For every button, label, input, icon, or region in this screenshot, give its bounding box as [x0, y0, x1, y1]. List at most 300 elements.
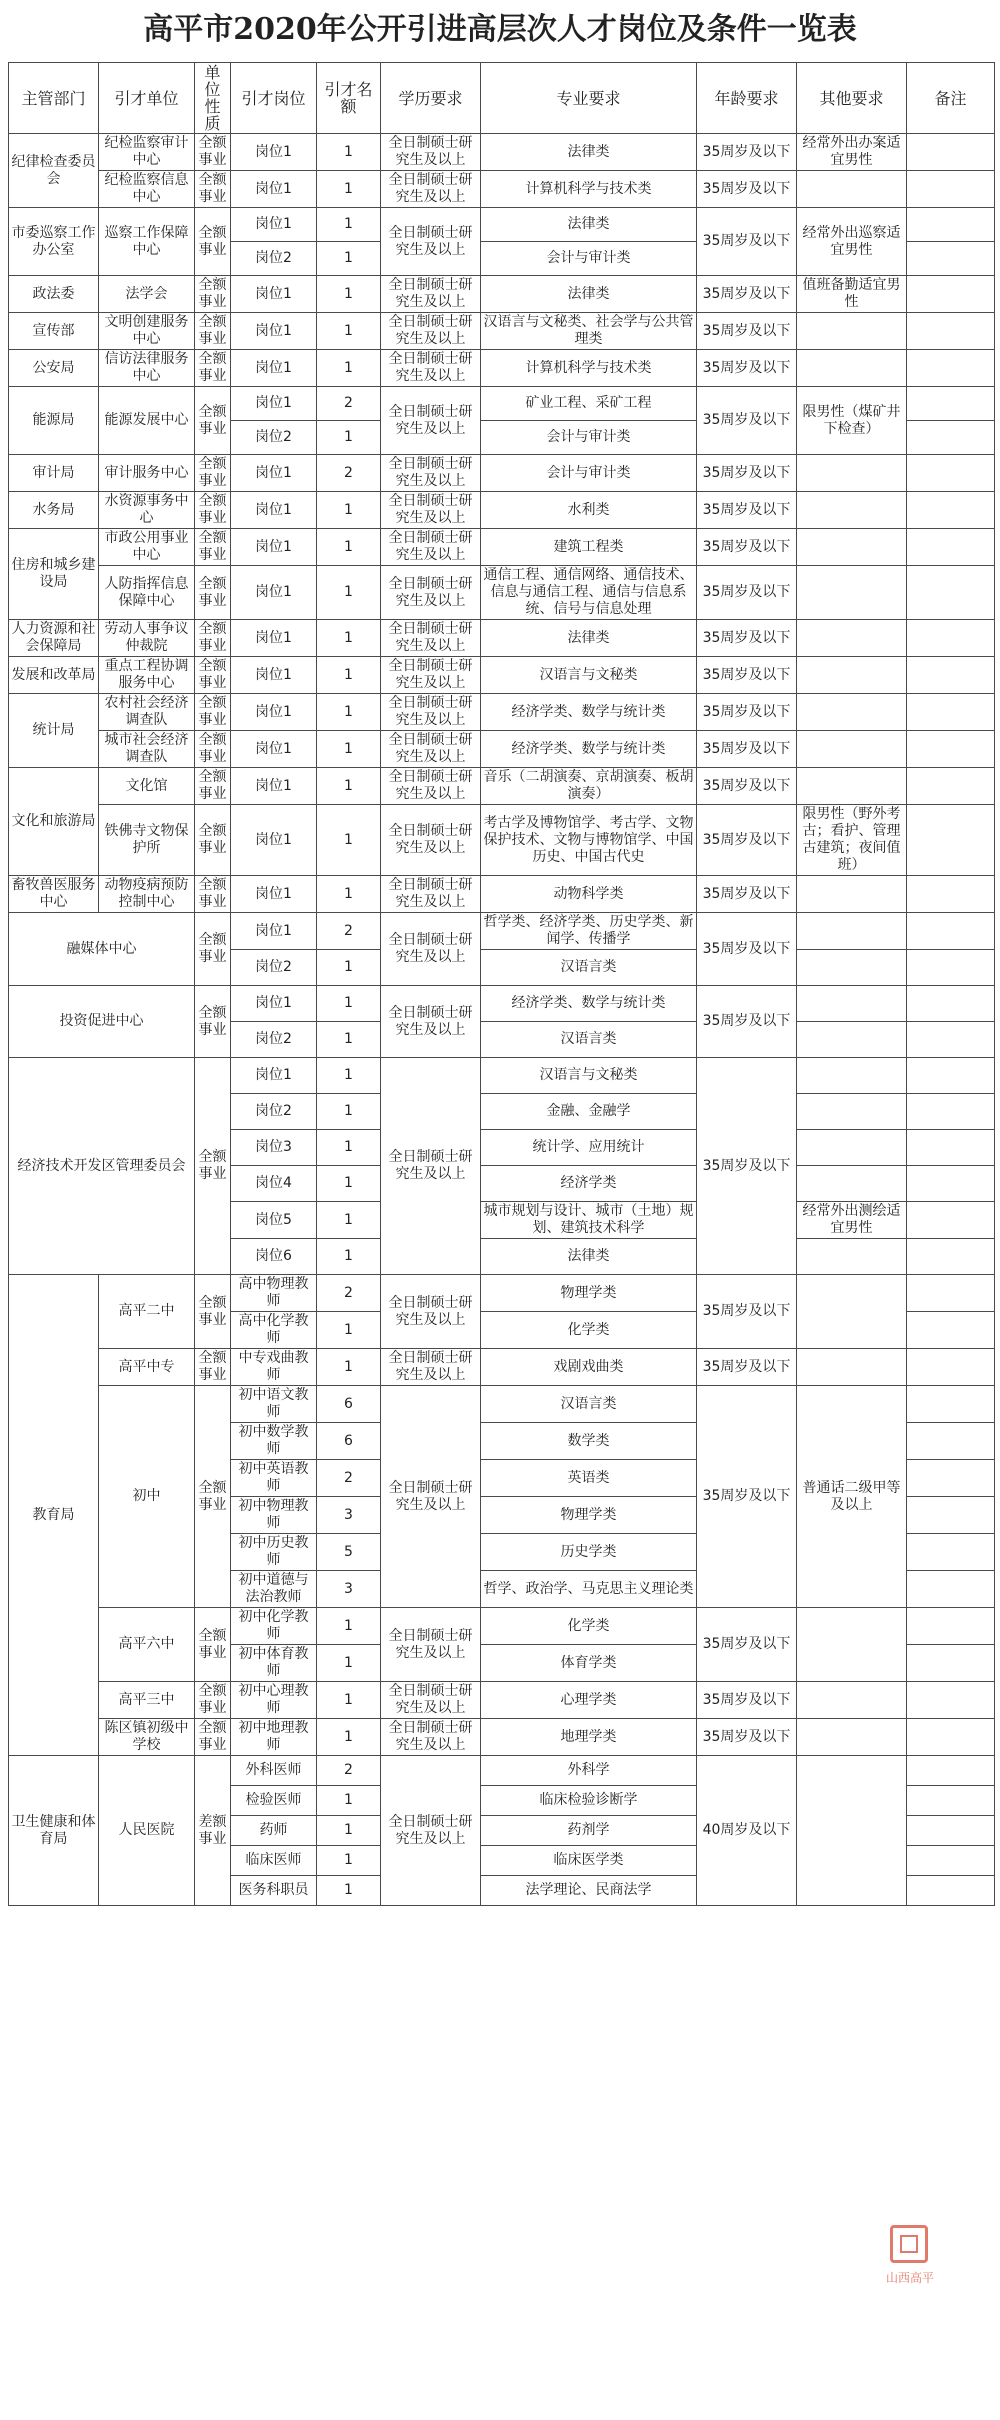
table-row — [9, 455, 995, 492]
count-cell: 1 — [317, 566, 381, 620]
major-cell: 汉语言与文秘类、社会学与公共管理类 — [481, 313, 697, 350]
major-cell: 法律类 — [481, 620, 697, 657]
nature-cell: 全额事业 — [195, 805, 231, 876]
note-cell — [907, 1816, 995, 1846]
note-cell — [907, 1460, 995, 1497]
unit-cell: 能源发展中心 — [99, 387, 195, 455]
position-cell: 岗位2 — [231, 421, 317, 455]
other-req-cell — [797, 1719, 907, 1756]
position-cell: 岗位6 — [231, 1239, 317, 1275]
note-cell — [907, 276, 995, 313]
major-cell: 计算机科学与技术类 — [481, 350, 697, 387]
major-cell: 外科学 — [481, 1756, 697, 1786]
count-cell: 2 — [317, 1275, 381, 1312]
table-row — [9, 876, 995, 913]
dept-cell: 水务局 — [9, 492, 99, 529]
major-cell: 法律类 — [481, 208, 697, 242]
major-cell: 建筑工程类 — [481, 529, 697, 566]
nature-cell: 全额事业 — [195, 1275, 231, 1349]
position-cell: 药师 — [231, 1816, 317, 1846]
other-req-cell — [797, 566, 907, 620]
note-cell — [907, 492, 995, 529]
other-req-cell — [797, 1166, 907, 1202]
major-cell: 地理学类 — [481, 1719, 697, 1756]
count-cell: 1 — [317, 276, 381, 313]
nature-cell: 全额事业 — [195, 913, 231, 986]
position-cell: 岗位1 — [231, 387, 317, 421]
note-cell — [907, 350, 995, 387]
major-cell: 会计与审计类 — [481, 421, 697, 455]
education-cell: 全日制硕士研究生及以上 — [381, 1682, 481, 1719]
other-req-cell — [797, 657, 907, 694]
count-cell: 1 — [317, 1846, 381, 1876]
position-cell: 岗位1 — [231, 492, 317, 529]
nature-cell: 全额事业 — [195, 134, 231, 171]
position-cell: 岗位1 — [231, 913, 317, 950]
count-cell: 1 — [317, 350, 381, 387]
note-cell — [907, 208, 995, 242]
age-cell: 35周岁及以下 — [697, 276, 797, 313]
count-cell: 2 — [317, 455, 381, 492]
position-cell: 岗位1 — [231, 529, 317, 566]
position-cell: 岗位1 — [231, 1058, 317, 1094]
education-cell: 全日制硕士研究生及以上 — [381, 492, 481, 529]
count-cell: 5 — [317, 1534, 381, 1571]
count-cell: 2 — [317, 387, 381, 421]
unit-cell: 城市社会经济调查队 — [99, 731, 195, 768]
position-cell: 岗位1 — [231, 455, 317, 492]
major-cell: 矿业工程、采矿工程 — [481, 387, 697, 421]
unit-cell: 审计服务中心 — [99, 455, 195, 492]
note-cell — [907, 455, 995, 492]
count-cell: 1 — [317, 1608, 381, 1645]
nature-cell: 全额事业 — [195, 1058, 231, 1275]
age-cell: 35周岁及以下 — [697, 731, 797, 768]
major-cell: 动物科学类 — [481, 876, 697, 913]
dept-cell: 统计局 — [9, 694, 99, 768]
table-row — [9, 1719, 995, 1756]
count-cell: 1 — [317, 1816, 381, 1846]
education-cell: 全日制硕士研究生及以上 — [381, 657, 481, 694]
table-row — [9, 492, 995, 529]
note-cell — [907, 1349, 995, 1386]
age-cell: 35周岁及以下 — [697, 913, 797, 986]
major-cell: 历史学类 — [481, 1534, 697, 1571]
major-cell: 经济学类、数学与统计类 — [481, 731, 697, 768]
count-cell: 2 — [317, 1756, 381, 1786]
position-cell: 岗位1 — [231, 134, 317, 171]
position-cell: 初中道德与法治教师 — [231, 1571, 317, 1608]
age-cell: 35周岁及以下 — [697, 171, 797, 208]
page-title: 高平市2020年公开引进高层次人才岗位及条件一览表 — [143, 12, 857, 47]
table-row — [9, 1386, 995, 1423]
count-cell: 2 — [317, 913, 381, 950]
position-cell: 医务科职员 — [231, 1876, 317, 1906]
other-req-cell — [797, 455, 907, 492]
nature-cell: 全额事业 — [195, 731, 231, 768]
nature-cell: 全额事业 — [195, 529, 231, 566]
other-req-cell: 经常外出巡察适宜男性 — [797, 208, 907, 276]
nature-cell: 全额事业 — [195, 566, 231, 620]
unit-cell: 信访法律服务中心 — [99, 350, 195, 387]
nature-cell: 全额事业 — [195, 276, 231, 313]
other-req-cell: 经常外出办案适宜男性 — [797, 134, 907, 171]
other-req-cell: 限男性（煤矿井下检查） — [797, 387, 907, 455]
count-cell: 1 — [317, 1682, 381, 1719]
count-cell: 1 — [317, 731, 381, 768]
age-cell: 35周岁及以下 — [697, 1386, 797, 1608]
table-row — [9, 1608, 995, 1645]
age-cell: 35周岁及以下 — [697, 350, 797, 387]
note-cell — [907, 694, 995, 731]
unit-cell: 巡察工作保障中心 — [99, 208, 195, 276]
major-cell: 金融、金融学 — [481, 1094, 697, 1130]
nature-cell: 全额事业 — [195, 313, 231, 350]
count-cell: 1 — [317, 1645, 381, 1682]
table-row — [9, 805, 995, 876]
major-cell: 考古学及博物馆学、考古学、文物保护技术、文物与博物馆学、中国历史、中国古代史 — [481, 805, 697, 876]
table-row — [9, 208, 995, 242]
other-req-cell — [797, 350, 907, 387]
major-cell: 法律类 — [481, 134, 697, 171]
major-cell: 经济学类 — [481, 1166, 697, 1202]
unit-cell: 初中 — [99, 1386, 195, 1608]
column-header: 其他要求 — [797, 63, 907, 134]
dept-cell: 宣传部 — [9, 313, 99, 350]
column-header: 学历要求 — [381, 63, 481, 134]
dept-cell: 政法委 — [9, 276, 99, 313]
other-req-cell — [797, 1608, 907, 1682]
age-cell: 35周岁及以下 — [697, 492, 797, 529]
position-cell: 初中化学教师 — [231, 1608, 317, 1645]
major-cell: 临床检验诊断学 — [481, 1786, 697, 1816]
nature-cell: 全额事业 — [195, 694, 231, 731]
position-cell: 初中物理教师 — [231, 1497, 317, 1534]
position-cell: 岗位3 — [231, 1130, 317, 1166]
note-cell — [907, 421, 995, 455]
note-cell — [907, 1682, 995, 1719]
other-req-cell: 经常外出测绘适宜男性 — [797, 1202, 907, 1239]
major-cell: 英语类 — [481, 1460, 697, 1497]
position-cell: 岗位1 — [231, 620, 317, 657]
other-req-cell — [797, 1058, 907, 1094]
nature-cell: 全额事业 — [195, 657, 231, 694]
position-cell: 岗位1 — [231, 313, 317, 350]
note-cell — [907, 1312, 995, 1349]
position-cell: 岗位1 — [231, 657, 317, 694]
education-cell: 全日制硕士研究生及以上 — [381, 350, 481, 387]
table-row — [9, 1756, 995, 1786]
note-cell — [907, 1756, 995, 1786]
count-cell: 1 — [317, 1058, 381, 1094]
position-cell: 岗位1 — [231, 276, 317, 313]
position-cell: 岗位1 — [231, 876, 317, 913]
note-cell — [907, 1130, 995, 1166]
major-cell: 会计与审计类 — [481, 455, 697, 492]
other-req-cell — [797, 620, 907, 657]
table-row — [9, 694, 995, 731]
other-req-cell — [797, 529, 907, 566]
age-cell: 35周岁及以下 — [697, 529, 797, 566]
dept-cell: 审计局 — [9, 455, 99, 492]
education-cell: 全日制硕士研究生及以上 — [381, 1349, 481, 1386]
other-req-cell — [797, 694, 907, 731]
position-cell: 初中语文教师 — [231, 1386, 317, 1423]
table-row — [9, 134, 995, 171]
major-cell: 统计学、应用统计 — [481, 1130, 697, 1166]
other-req-cell — [797, 171, 907, 208]
note-cell — [907, 950, 995, 986]
dept-cell: 住房和城乡建设局 — [9, 529, 99, 620]
dept-cell: 投资促进中心 — [9, 986, 195, 1058]
watermark-text: 山西高平 — [885, 2271, 934, 2285]
note-cell — [907, 913, 995, 950]
nature-cell: 全额事业 — [195, 350, 231, 387]
count-cell: 1 — [317, 313, 381, 350]
age-cell: 35周岁及以下 — [697, 1275, 797, 1349]
dept-cell: 纪律检查委员会 — [9, 134, 99, 208]
major-cell: 物理学类 — [481, 1275, 697, 1312]
major-cell: 音乐（二胡演奏、京胡演奏、板胡演奏） — [481, 768, 697, 805]
note-cell — [907, 1497, 995, 1534]
age-cell: 35周岁及以下 — [697, 208, 797, 276]
major-cell: 汉语言类 — [481, 1022, 697, 1058]
education-cell: 全日制硕士研究生及以上 — [381, 805, 481, 876]
major-cell: 经济学类、数学与统计类 — [481, 694, 697, 731]
note-cell — [907, 1571, 995, 1608]
age-cell: 35周岁及以下 — [697, 768, 797, 805]
nature-cell: 全额事业 — [195, 1608, 231, 1682]
count-cell: 1 — [317, 950, 381, 986]
other-req-cell — [797, 1239, 907, 1275]
other-req-cell: 普通话二级甲等及以上 — [797, 1386, 907, 1608]
other-req-cell: 值班备勤适宜男性 — [797, 276, 907, 313]
major-cell: 法律类 — [481, 1239, 697, 1275]
note-cell — [907, 387, 995, 421]
major-cell: 哲学、政治学、马克思主义理论类 — [481, 1571, 697, 1608]
unit-cell: 高平中专 — [99, 1349, 195, 1386]
position-cell: 初中心理教师 — [231, 1682, 317, 1719]
column-header: 主管部门 — [9, 63, 99, 134]
position-cell: 岗位4 — [231, 1166, 317, 1202]
unit-cell: 人民医院 — [99, 1756, 195, 1906]
position-cell: 岗位2 — [231, 1022, 317, 1058]
nature-cell: 全额事业 — [195, 455, 231, 492]
count-cell: 1 — [317, 1312, 381, 1349]
major-cell: 城市规划与设计、城市（土地）规划、建筑技术科学 — [481, 1202, 697, 1239]
dept-cell: 市委巡察工作办公室 — [9, 208, 99, 276]
note-cell — [907, 529, 995, 566]
other-req-cell — [797, 1022, 907, 1058]
major-cell: 法律类 — [481, 276, 697, 313]
note-cell — [907, 1786, 995, 1816]
education-cell: 全日制硕士研究生及以上 — [381, 276, 481, 313]
note-cell — [907, 1094, 995, 1130]
table-row — [9, 313, 995, 350]
column-header: 专业要求 — [481, 63, 697, 134]
unit-cell: 劳动人事争议仲裁院 — [99, 620, 195, 657]
table-row — [9, 171, 995, 208]
count-cell: 1 — [317, 1130, 381, 1166]
education-cell: 全日制硕士研究生及以上 — [381, 694, 481, 731]
age-cell: 35周岁及以下 — [697, 657, 797, 694]
age-cell: 35周岁及以下 — [697, 1058, 797, 1275]
note-cell — [907, 731, 995, 768]
age-cell: 35周岁及以下 — [697, 455, 797, 492]
other-req-cell — [797, 1094, 907, 1130]
position-cell: 岗位1 — [231, 208, 317, 242]
age-cell: 35周岁及以下 — [697, 387, 797, 455]
note-cell — [907, 1022, 995, 1058]
unit-cell: 高平六中 — [99, 1608, 195, 1682]
other-req-cell — [797, 1682, 907, 1719]
position-cell: 岗位1 — [231, 731, 317, 768]
count-cell: 6 — [317, 1423, 381, 1460]
table-row — [9, 529, 995, 566]
note-cell — [907, 620, 995, 657]
position-cell: 岗位5 — [231, 1202, 317, 1239]
count-cell: 1 — [317, 694, 381, 731]
note-cell — [907, 1534, 995, 1571]
table-row — [9, 1058, 995, 1094]
unit-cell: 水资源事务中心 — [99, 492, 195, 529]
education-cell: 全日制硕士研究生及以上 — [381, 1756, 481, 1906]
column-header: 单位性质 — [195, 63, 231, 134]
position-cell: 高中物理教师 — [231, 1275, 317, 1312]
watermark — [880, 2225, 940, 2295]
column-header: 引才名额 — [317, 63, 381, 134]
note-cell — [907, 876, 995, 913]
other-req-cell — [797, 1130, 907, 1166]
unit-cell: 纪检监察信息中心 — [99, 171, 195, 208]
other-req-cell — [797, 731, 907, 768]
dept-cell: 能源局 — [9, 387, 99, 455]
position-cell: 临床医师 — [231, 1846, 317, 1876]
column-header: 年龄要求 — [697, 63, 797, 134]
table-row — [9, 1349, 995, 1386]
count-cell: 1 — [317, 208, 381, 242]
position-cell: 初中英语教师 — [231, 1460, 317, 1497]
table-row — [9, 657, 995, 694]
position-cell: 初中历史教师 — [231, 1534, 317, 1571]
education-cell: 全日制硕士研究生及以上 — [381, 1058, 481, 1275]
age-cell: 35周岁及以下 — [697, 986, 797, 1058]
major-cell: 汉语言类 — [481, 1386, 697, 1423]
table-row — [9, 913, 995, 950]
position-cell: 岗位2 — [231, 950, 317, 986]
nature-cell: 全额事业 — [195, 208, 231, 276]
other-req-cell — [797, 1349, 907, 1386]
education-cell: 全日制硕士研究生及以上 — [381, 171, 481, 208]
education-cell: 全日制硕士研究生及以上 — [381, 1719, 481, 1756]
position-cell: 初中数学教师 — [231, 1423, 317, 1460]
unit-cell: 纪检监察审计中心 — [99, 134, 195, 171]
age-cell: 40周岁及以下 — [697, 1756, 797, 1906]
unit-cell: 法学会 — [99, 276, 195, 313]
header-row — [9, 63, 995, 134]
major-cell: 哲学类、经济学类、历史学类、新闻学、传播学 — [481, 913, 697, 950]
major-cell: 会计与审计类 — [481, 242, 697, 276]
count-cell: 1 — [317, 1166, 381, 1202]
count-cell: 1 — [317, 1022, 381, 1058]
count-cell: 1 — [317, 171, 381, 208]
note-cell — [907, 1386, 995, 1423]
unit-cell: 人防指挥信息保障中心 — [99, 566, 195, 620]
nature-cell: 差额事业 — [195, 1756, 231, 1906]
other-req-cell — [797, 986, 907, 1022]
position-cell: 岗位1 — [231, 350, 317, 387]
position-cell: 岗位1 — [231, 986, 317, 1022]
dept-cell: 文化和旅游局 — [9, 768, 99, 876]
age-cell: 35周岁及以下 — [697, 134, 797, 171]
position-cell: 中专戏曲教师 — [231, 1349, 317, 1386]
table-row — [9, 731, 995, 768]
dept-cell: 教育局 — [9, 1275, 99, 1756]
count-cell: 1 — [317, 134, 381, 171]
count-cell: 1 — [317, 620, 381, 657]
nature-cell: 全额事业 — [195, 171, 231, 208]
table-body — [9, 63, 995, 1906]
age-cell: 35周岁及以下 — [697, 694, 797, 731]
position-cell: 岗位2 — [231, 1094, 317, 1130]
major-cell: 汉语言与文秘类 — [481, 1058, 697, 1094]
education-cell: 全日制硕士研究生及以上 — [381, 768, 481, 805]
age-cell: 35周岁及以下 — [697, 620, 797, 657]
major-cell: 戏剧戏曲类 — [481, 1349, 697, 1386]
nature-cell: 全额事业 — [195, 387, 231, 455]
position-cell: 岗位1 — [231, 768, 317, 805]
nature-cell: 全额事业 — [195, 768, 231, 805]
table-row — [9, 1275, 995, 1312]
major-cell: 临床医学类 — [481, 1846, 697, 1876]
nature-cell: 全额事业 — [195, 1386, 231, 1608]
major-cell: 汉语言类 — [481, 950, 697, 986]
position-cell: 岗位2 — [231, 242, 317, 276]
dept-cell: 卫生健康和体育局 — [9, 1756, 99, 1906]
table-row — [9, 620, 995, 657]
count-cell: 2 — [317, 1460, 381, 1497]
education-cell: 全日制硕士研究生及以上 — [381, 134, 481, 171]
column-header: 引才岗位 — [231, 63, 317, 134]
unit-cell: 动物疫病预防控制中心 — [99, 876, 195, 913]
dept-cell: 经济技术开发区管理委员会 — [9, 1058, 195, 1275]
nature-cell: 全额事业 — [195, 492, 231, 529]
education-cell: 全日制硕士研究生及以上 — [381, 1608, 481, 1682]
count-cell: 1 — [317, 421, 381, 455]
note-cell — [907, 134, 995, 171]
count-cell: 1 — [317, 1202, 381, 1239]
nature-cell: 全额事业 — [195, 1682, 231, 1719]
other-req-cell — [797, 913, 907, 950]
count-cell: 1 — [317, 1876, 381, 1906]
other-req-cell — [797, 876, 907, 913]
note-cell — [907, 1058, 995, 1094]
note-cell — [907, 1239, 995, 1275]
age-cell: 35周岁及以下 — [697, 1608, 797, 1682]
count-cell: 1 — [317, 1239, 381, 1275]
count-cell: 1 — [317, 1719, 381, 1756]
count-cell: 3 — [317, 1571, 381, 1608]
table-row — [9, 986, 995, 1022]
other-req-cell — [797, 1756, 907, 1906]
count-cell: 1 — [317, 529, 381, 566]
table-row — [9, 387, 995, 421]
education-cell: 全日制硕士研究生及以上 — [381, 731, 481, 768]
major-cell: 汉语言与文秘类 — [481, 657, 697, 694]
position-cell: 岗位1 — [231, 566, 317, 620]
table-row — [9, 566, 995, 620]
position-cell: 初中地理教师 — [231, 1719, 317, 1756]
